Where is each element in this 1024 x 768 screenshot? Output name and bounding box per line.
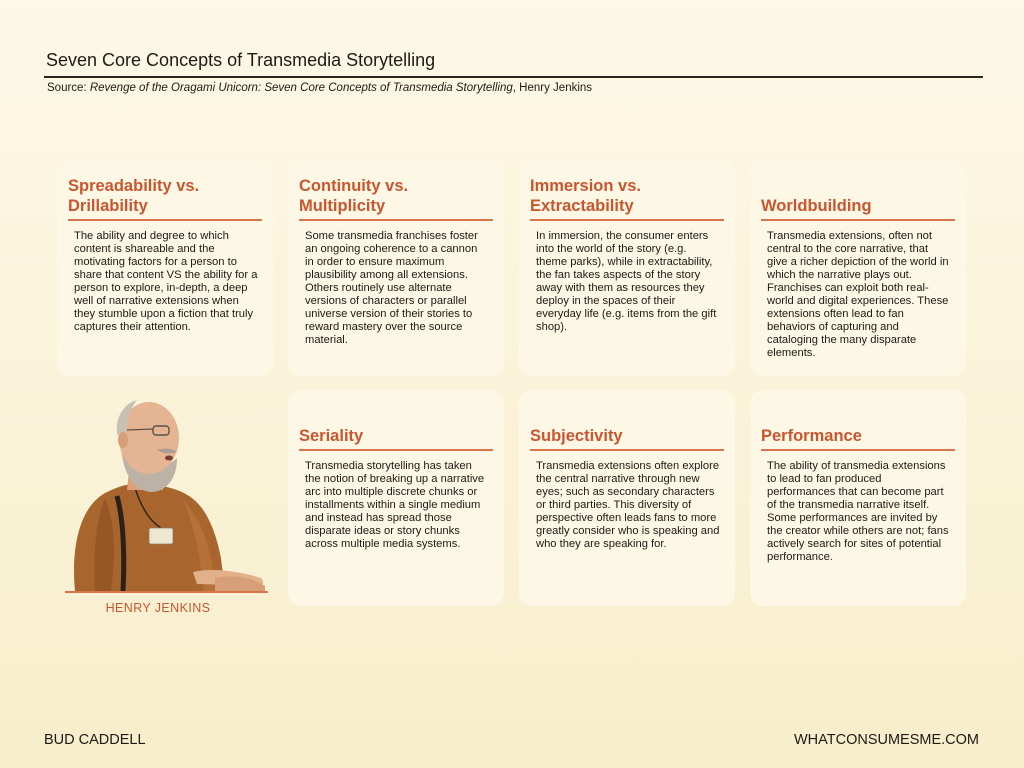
concept-card-seriality bbox=[288, 390, 504, 606]
portrait-divider bbox=[65, 591, 268, 593]
concept-card-immersion bbox=[519, 160, 735, 376]
card-title: Subjectivity bbox=[530, 427, 623, 445]
card-header bbox=[68, 172, 262, 221]
source-prefix: Source: bbox=[47, 82, 90, 94]
card-header bbox=[761, 402, 955, 451]
card-header bbox=[761, 172, 955, 221]
footer-website: WHATCONSUMESME.COM bbox=[793, 732, 979, 748]
card-title: Immersion vs. Extractability bbox=[530, 177, 641, 215]
card-body: Transmedia storytelling has taken the notion of breaking up a narrative arc into multiple discrete chunks or installments within a single medium and instead has spread those disparate ideas or story chunks across multiple media systems. bbox=[305, 460, 485, 550]
card-body: In immersion, the consumer enters into the world of the story (e.g. theme parks), while in extractability, the fan takes aspects of the story away with them as resources they deploy in the spaces of their everyday life (e.g. items from the gift shop). bbox=[536, 230, 717, 333]
henry-jenkins-portrait bbox=[65, 388, 268, 591]
card-body: Transmedia extensions often explore the central narrative through new eyes; such as secondary characters or third parties. This diversity of perspective often leads fans to more greatly consider who is speaking and who they are speaking for. bbox=[536, 460, 720, 550]
source-author: , Henry Jenkins bbox=[512, 82, 593, 94]
card-body: Some transmedia franchises foster an ongoing coherence to a cannon in order to ensure maximum plausibility among all extensions. Others routinely use alternate versions of characters or parallel universe version of their stories to reward mastery over the source material. bbox=[305, 230, 478, 346]
card-title: Spreadability vs. Drillability bbox=[68, 177, 200, 215]
concept-card-worldbuilding bbox=[750, 160, 966, 376]
portrait-caption: HENRY JENKINS bbox=[105, 601, 211, 615]
card-title: Seriality bbox=[299, 427, 364, 445]
source-work-title: Revenge of the Oragami Unicorn: Seven Core Concepts of Transmedia Storytelling bbox=[89, 82, 513, 94]
card-title: Continuity vs. Multiplicity bbox=[299, 177, 409, 215]
card-body: The ability of transmedia extensions to lead to fan produced performances that can become part of the transmedia narrative itself. Some performances are invited by the creator while others are not; fans actively search for sites of potential performance. bbox=[767, 460, 949, 563]
card-body: The ability and degree to which content is shareable and the motivating factors for a person to share that content VS the ability for a person to explore, in-depth, a deep well of narrative extensions when they stumble upon a fiction that truly captures their attention. bbox=[74, 230, 258, 333]
card-header bbox=[530, 172, 724, 221]
source-citation bbox=[47, 82, 592, 94]
card-header bbox=[299, 402, 493, 451]
card-title: Worldbuilding bbox=[761, 197, 872, 215]
concept-card-continuity bbox=[288, 160, 504, 376]
concept-card-spreadability bbox=[57, 160, 273, 376]
concept-card-performance bbox=[750, 390, 966, 606]
card-header bbox=[299, 172, 493, 221]
footer-author: BUD CADDELL bbox=[44, 732, 146, 748]
concept-card-subjectivity bbox=[519, 390, 735, 606]
page-title: Seven Core Concepts of Transmedia Storytelling bbox=[46, 50, 436, 70]
title-divider bbox=[44, 76, 983, 78]
card-header bbox=[530, 402, 724, 451]
card-title: Performance bbox=[761, 427, 862, 445]
card-body: Transmedia extensions, often not central to the core narrative, that give a richer depiction of the world in which the narrative plays out. Franchises can exploit both real-world and digital experiences. These extensions often lead to fan behaviors of capturing and cataloging the many disparate elements. bbox=[767, 230, 949, 359]
